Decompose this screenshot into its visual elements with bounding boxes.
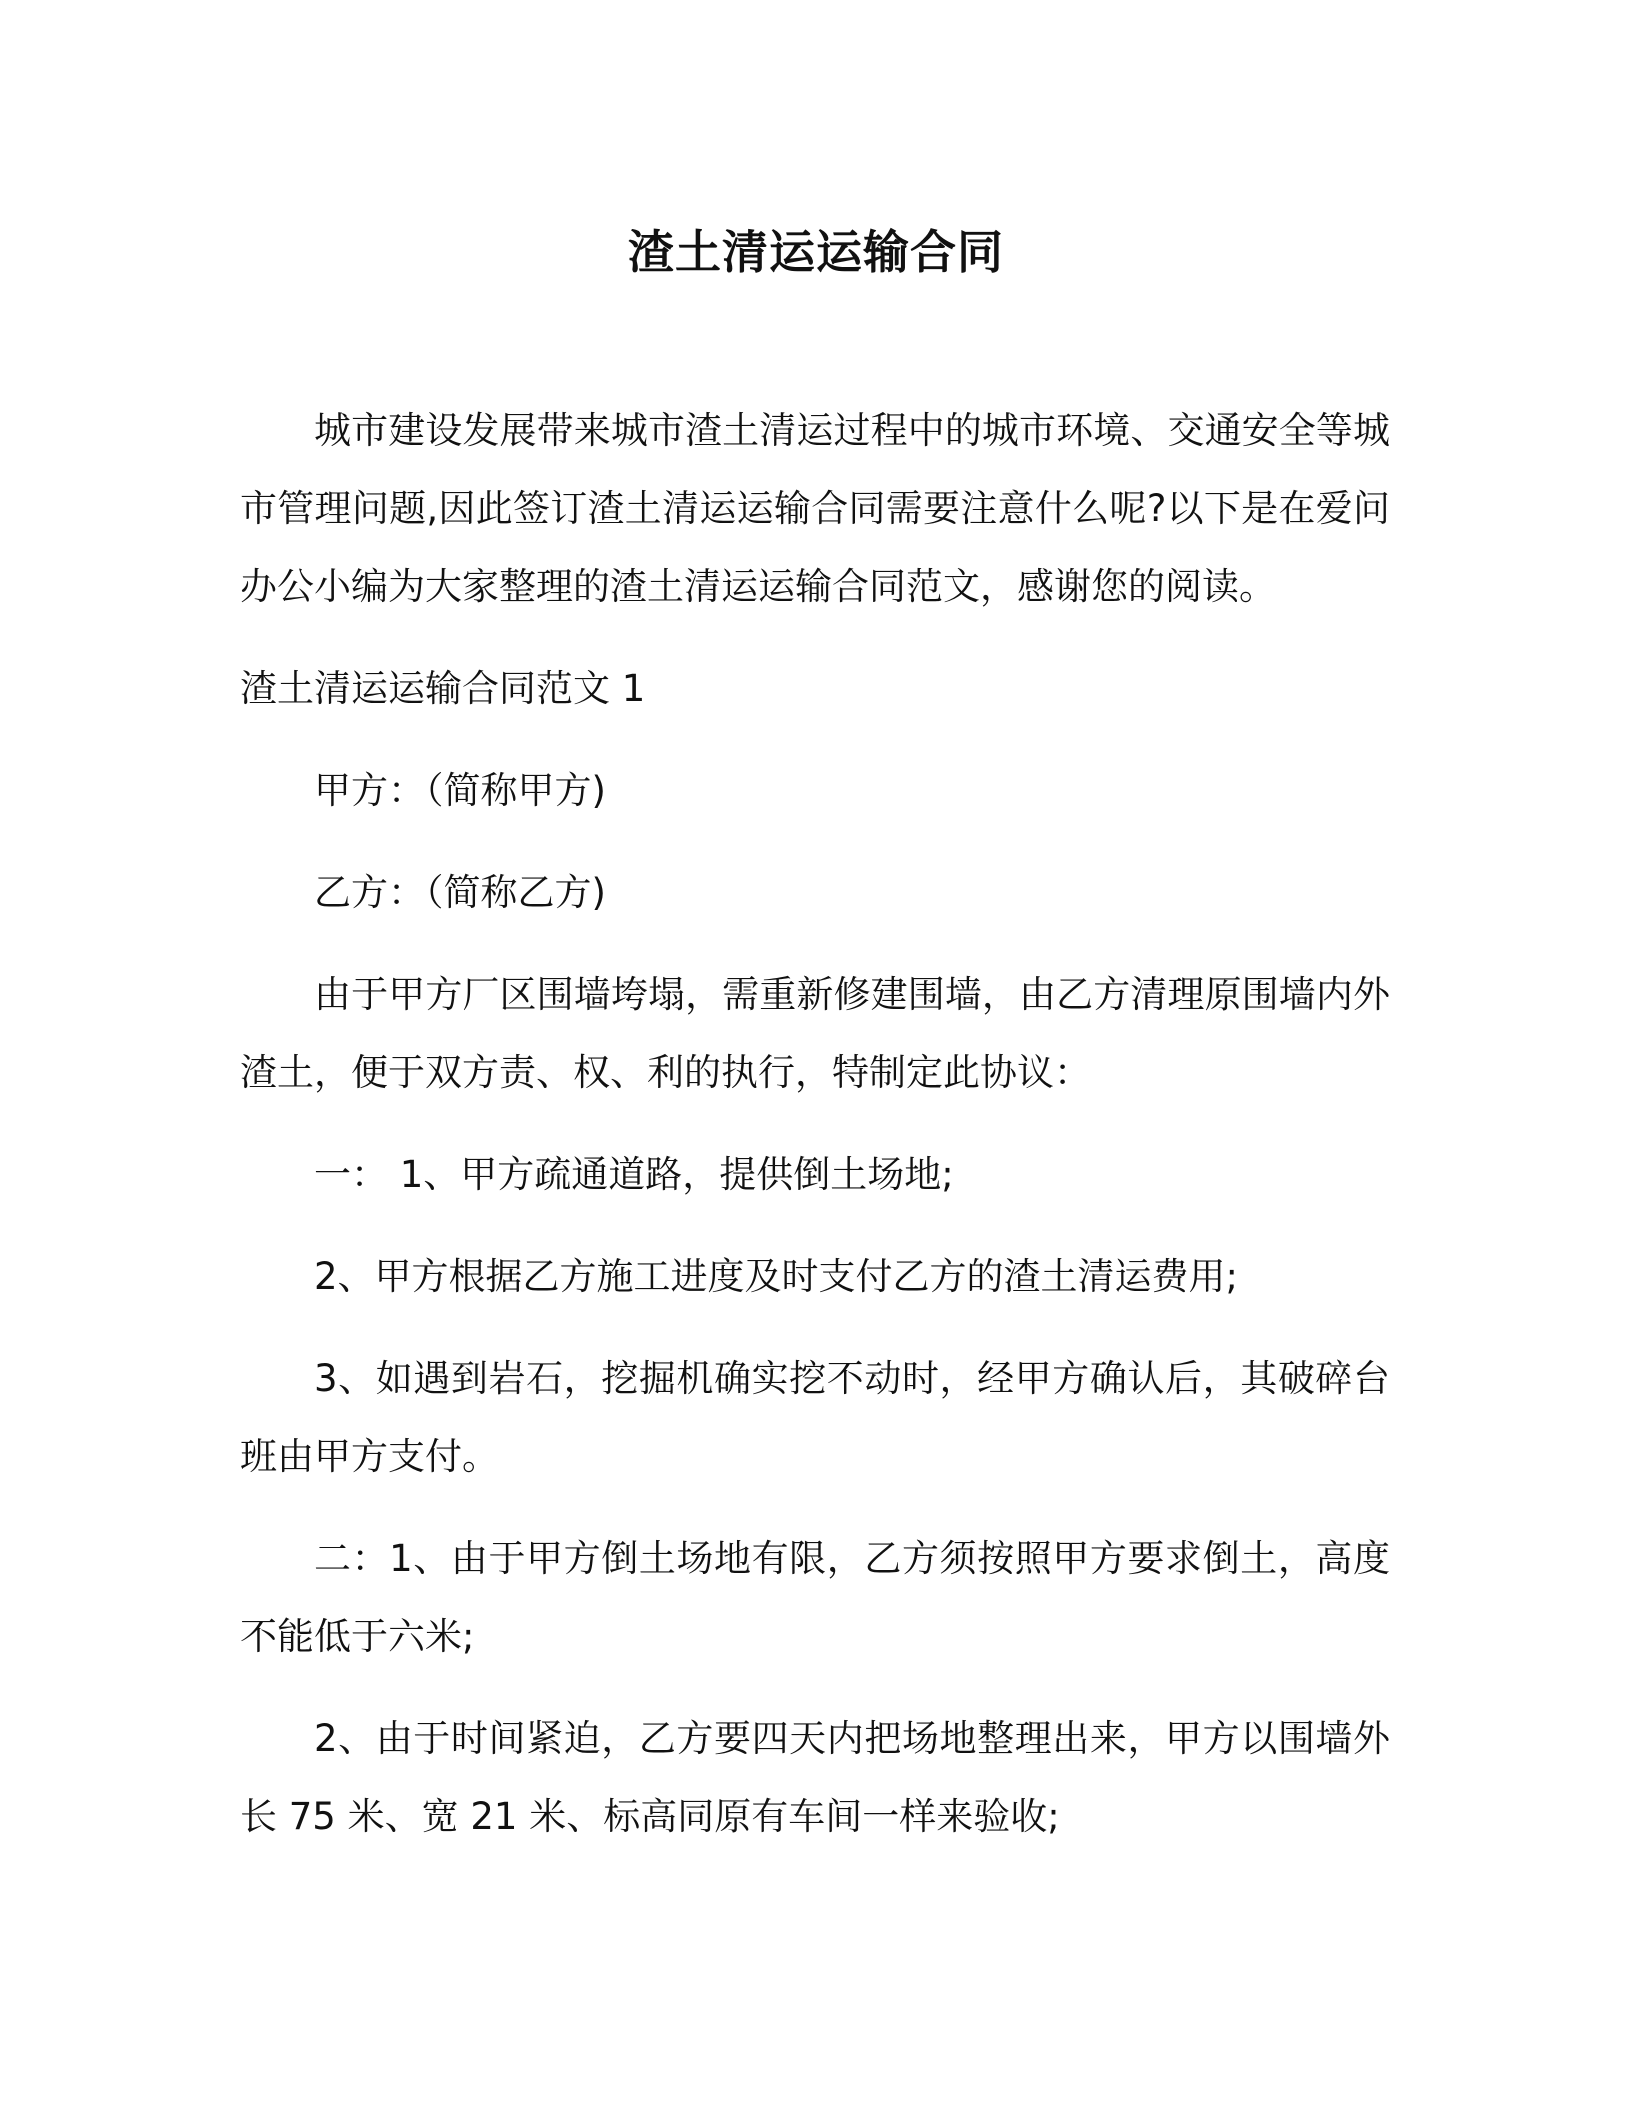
paragraph-party-a: 甲方：（简称甲方) [314, 769, 606, 812]
section-heading: 渣土清运运输合同范文 1 [240, 667, 646, 710]
paragraph-clause-2-2: 2、由于时间紧迫，乙方要四天内把场地整理出来，甲方以围墙外长 75 米、宽 21 米、标高同原有车间一样来验收; [240, 1717, 1390, 1838]
paragraph-clause-2-1: 二：1、由于甲方倒土场地有限，乙方须按照甲方要求倒土，高度不能低于六米; [240, 1537, 1390, 1658]
paragraph-intro: 城市建设发展带来城市渣土清运过程中的城市环境、交通安全等城市管理问题,因此签订渣土清运运输合同需要注意什么呢?以下是在爱问办公小编为大家整理的渣土清运运输合同范文，感谢您的阅读。 [240, 409, 1390, 608]
paragraph-clause-1-1: 一： 1、甲方疏通道路，提供倒土场地; [314, 1153, 954, 1196]
paragraph-clause-1-2: 2、甲方根据乙方施工进度及时支付乙方的渣土清运费用; [314, 1255, 1239, 1298]
document-title: 渣土清运运输合同 [628, 225, 1004, 279]
paragraph-background: 由于甲方厂区围墙垮塌，需重新修建围墙，由乙方清理原围墙内外渣土，便于双方责、权、利的执行，特制定此协议： [240, 973, 1390, 1094]
document-body [240, 392, 1390, 1880]
paragraph-party-b: 乙方：（简称乙方) [314, 871, 606, 914]
paragraph-clause-1-3: 3、如遇到岩石，挖掘机确实挖不动时，经甲方确认后，其破碎台班由甲方支付。 [240, 1357, 1390, 1478]
